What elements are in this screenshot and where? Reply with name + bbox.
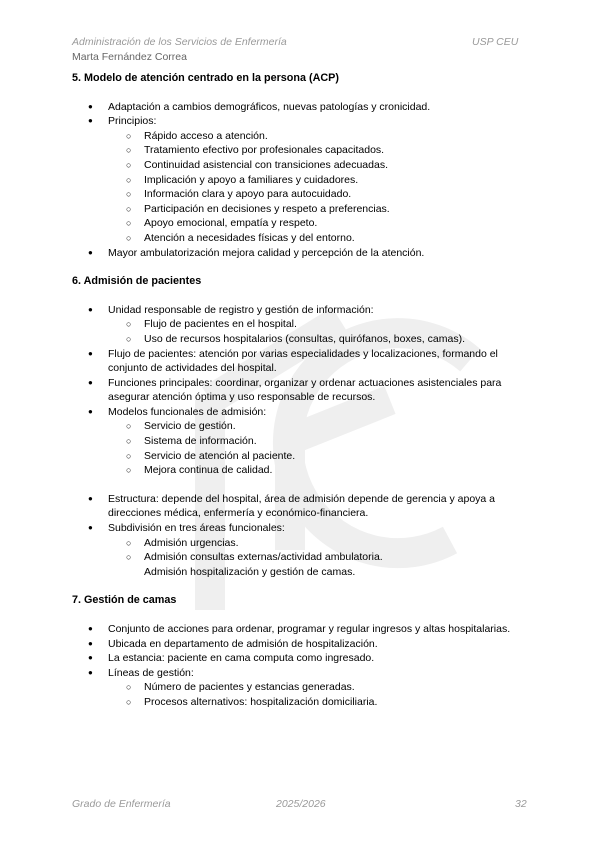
section-heading: 5. Modelo de atención centrado en la persona (ACP) bbox=[72, 72, 339, 84]
sub-list bbox=[108, 419, 532, 477]
sub-list-item: Admisión hospitalización y gestión de camas. bbox=[144, 565, 356, 578]
list-item: ● Conjunto de acciones para ordenar, programar y regular ingresos y altas hospitalarias. bbox=[72, 622, 532, 637]
section-gestion-camas bbox=[72, 593, 532, 709]
sub-list-item: ○ Mejora continua de calidad. bbox=[72, 463, 532, 478]
sub-list-item: ○ Admisión urgencias. bbox=[72, 536, 532, 551]
sub-list-item: ○ Apoyo emocional, empatía y respeto. bbox=[72, 216, 532, 231]
sub-list bbox=[108, 129, 532, 246]
sub-list-item: ○ Número de pacientes y estancias generadas. bbox=[72, 680, 532, 695]
sub-list-item: ○ Procesos alternativos: hospitalización domiciliaria. bbox=[72, 695, 532, 710]
sub-list-item: ○ Servicio de gestión. bbox=[72, 419, 532, 434]
list-item: ● Unidad responsable de registro y gestión de información: ○ Flujo de pacientes en el hospital. ○ Uso de recursos hospitalarios (consultas, quirófanos, boxes, camas). bbox=[72, 303, 532, 347]
sub-list-item: ○ Participación en decisiones y respeto a preferencias. bbox=[72, 202, 532, 217]
section-admision bbox=[72, 274, 532, 579]
document-body bbox=[72, 71, 532, 724]
spacer bbox=[108, 478, 532, 492]
sub-list bbox=[108, 536, 532, 580]
sub-list-item: ○ Sistema de información. bbox=[72, 434, 532, 449]
list-item: ● Flujo de pacientes: atención por varias especialidades y localizaciones, formando el conjunto de actividades del hospital. bbox=[72, 347, 532, 376]
list-item: ● Adaptación a cambios demográficos, nuevas patologías y cronicidad. bbox=[72, 100, 532, 115]
sub-list-item: ○ Tratamiento efectivo por profesionales capacitados. bbox=[72, 143, 532, 158]
sub-list bbox=[108, 680, 532, 709]
sub-list bbox=[108, 317, 532, 346]
sub-list-item: ○ Continuidad asistencial con transiciones adecuadas. bbox=[72, 158, 532, 173]
list-item: ● Estructura: depende del hospital, área de admisión depende de gerencia y apoya a direcciones médica, enfermería y económico-financiera. bbox=[72, 492, 532, 521]
bullet-list bbox=[72, 622, 532, 710]
list-item: ● Mayor ambulatorización mejora calidad y percepción de la atención. bbox=[72, 246, 532, 261]
list-item: ● La estancia: paciente en cama computa como ingresado. bbox=[72, 651, 532, 666]
footer-year: 2025/2026 bbox=[276, 798, 326, 810]
footer-page-number: 32 bbox=[515, 798, 527, 810]
sub-list-item: ○ Admisión consultas externas/actividad ambulatoria. bbox=[72, 550, 532, 565]
bullet-list bbox=[72, 100, 532, 261]
sub-list-item: ○ Implicación y apoyo a familiares y cuidadores. bbox=[72, 173, 532, 188]
bullet-list bbox=[72, 303, 532, 580]
list-item: ● Funciones principales: coordinar, organizar y ordenar actuaciones asistenciales para asegurar atención óptima y uso responsable de recursos. bbox=[72, 376, 532, 405]
header-title: Administración de los Servicios de Enfermería bbox=[72, 36, 287, 48]
section-heading: 6. Admisión de pacientes bbox=[72, 275, 202, 288]
list-item: ● Principios: ○ Rápido acceso a atención. ○ Tratamiento efectivo por profesionales capacitados. ○ Continuidad asistencial con transiciones adecuadas. ○ Implicación y apoyo a familiares y cuidadores. ○ Información clara y apoyo para autocuidado. ○ Participación en decisiones y respeto a preferencias. ○ Apoyo emocional, empatía y respeto. ○ Atención a necesidades físicas y del entorno. bbox=[72, 114, 532, 245]
list-item: ● Líneas de gestión: ○ Número de pacientes y estancias generadas. ○ Procesos alternativos: hospitalización domiciliaria. bbox=[72, 666, 532, 710]
sub-list-item: ○ Información clara y apoyo para autocuidado. bbox=[72, 187, 532, 202]
header-school: USP CEU bbox=[472, 36, 519, 48]
sub-list-item: ○ Servicio de atención al paciente. bbox=[72, 449, 532, 464]
section-heading: 7. Gestión de camas bbox=[72, 594, 177, 607]
sub-list-item: ○ Flujo de pacientes en el hospital. bbox=[72, 317, 532, 332]
sub-list-item: ○ Atención a necesidades físicas y del entorno. bbox=[72, 231, 532, 246]
sub-list-item: ○ Uso de recursos hospitalarios (consultas, quirófanos, boxes, camas). bbox=[72, 332, 532, 347]
footer-degree: Grado de Enfermería bbox=[72, 798, 171, 810]
list-item: ● Subdivisión en tres áreas funcionales: ○ Admisión urgencias. ○ Admisión consultas externas/actividad ambulatoria. Admisión hospitalización y gestión de camas. bbox=[72, 521, 532, 579]
section-acp bbox=[72, 71, 532, 260]
list-item: ● Modelos funcionales de admisión: ○ Servicio de gestión. ○ Sistema de información. ○ Servicio de atención al paciente. ○ Mejora continua de calidad. bbox=[72, 405, 532, 492]
sub-list-item: ○ Rápido acceso a atención. bbox=[72, 129, 532, 144]
list-item: ● Ubicada en departamento de admisión de hospitalización. bbox=[72, 637, 532, 652]
header-author: Marta Fernández Correa bbox=[72, 51, 187, 63]
